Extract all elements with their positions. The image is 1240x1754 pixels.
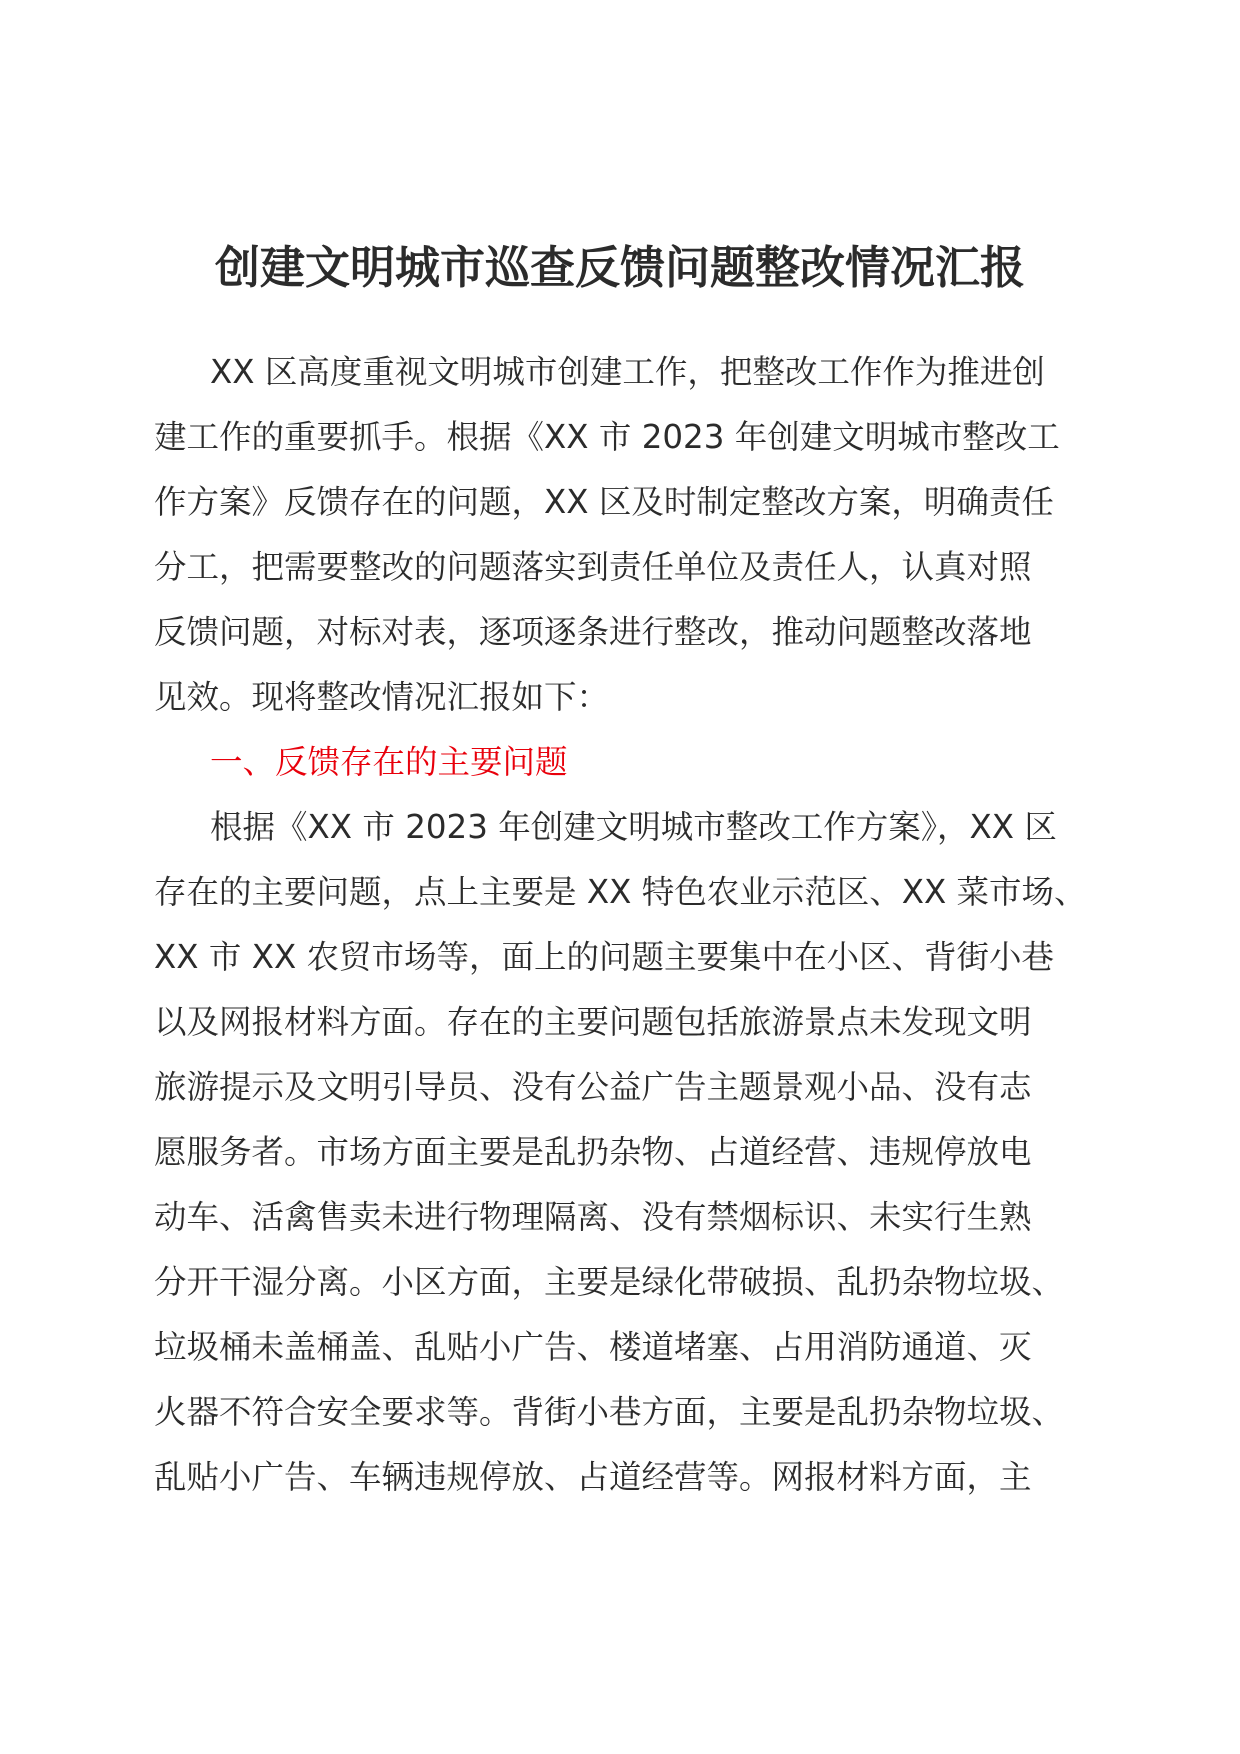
paragraph-1-line: 分工，把需要整改的问题落实到责任单位及责任人，认真对照 <box>154 548 1032 586</box>
paragraph-2-line: 存在的主要问题，点上主要是 XX 特色农业示范区、XX 菜市场、 <box>154 873 1087 911</box>
paragraph-2-line: 分开干湿分离。小区方面，主要是绿化带破损、乱扔杂物垃圾、 <box>154 1263 1065 1301</box>
paragraph-1-line: 反馈问题，对标对表，逐项逐条进行整改，推动问题整改落地 <box>154 613 1032 651</box>
paragraph-1-line: 建工作的重要抓手。根据《XX 市 2023 年创建文明城市整改工 <box>154 418 1060 456</box>
paragraph-2-line: 动车、活禽售卖未进行物理隔离、没有禁烟标识、未实行生熟 <box>154 1198 1032 1236</box>
paragraph-2-line: 以及网报材料方面。存在的主要问题包括旅游景点未发现文明 <box>154 1003 1032 1041</box>
paragraph-2-line: 火器不符合安全要求等。背街小巷方面，主要是乱扔杂物垃圾、 <box>154 1393 1065 1431</box>
section-heading-1: 一、反馈存在的主要问题 <box>210 743 568 781</box>
paragraph-1-line: 见效。现将整改情况汇报如下： <box>154 678 610 716</box>
paragraph-2-line: 根据《XX 市 2023 年创建文明城市整改工作方案》，XX 区 <box>210 808 1057 846</box>
paragraph-2-line: 乱贴小广告、车辆违规停放、占道经营等。网报材料方面，主 <box>154 1458 1032 1496</box>
document-body <box>154 340 1090 1510</box>
paragraph-1-line: XX 区高度重视文明城市创建工作，把整改工作作为推进创 <box>210 353 1045 391</box>
paragraph-2-line: 垃圾桶未盖桶盖、乱贴小广告、楼道堵塞、占用消防通道、灭 <box>154 1328 1032 1366</box>
paragraph-1-line: 作方案》反馈存在的问题，XX 区及时制定整改方案，明确责任 <box>154 483 1054 521</box>
paragraph-2-line: XX 市 XX 农贸市场等，面上的问题主要集中在小区、背街小巷 <box>154 938 1055 976</box>
paragraph-2-line: 旅游提示及文明引导员、没有公益广告主题景观小品、没有志 <box>154 1068 1032 1106</box>
document-title: 创建文明城市巡查反馈问题整改情况汇报 <box>214 241 1025 294</box>
paragraph-2-line: 愿服务者。市场方面主要是乱扔杂物、占道经营、违规停放电 <box>154 1133 1032 1171</box>
